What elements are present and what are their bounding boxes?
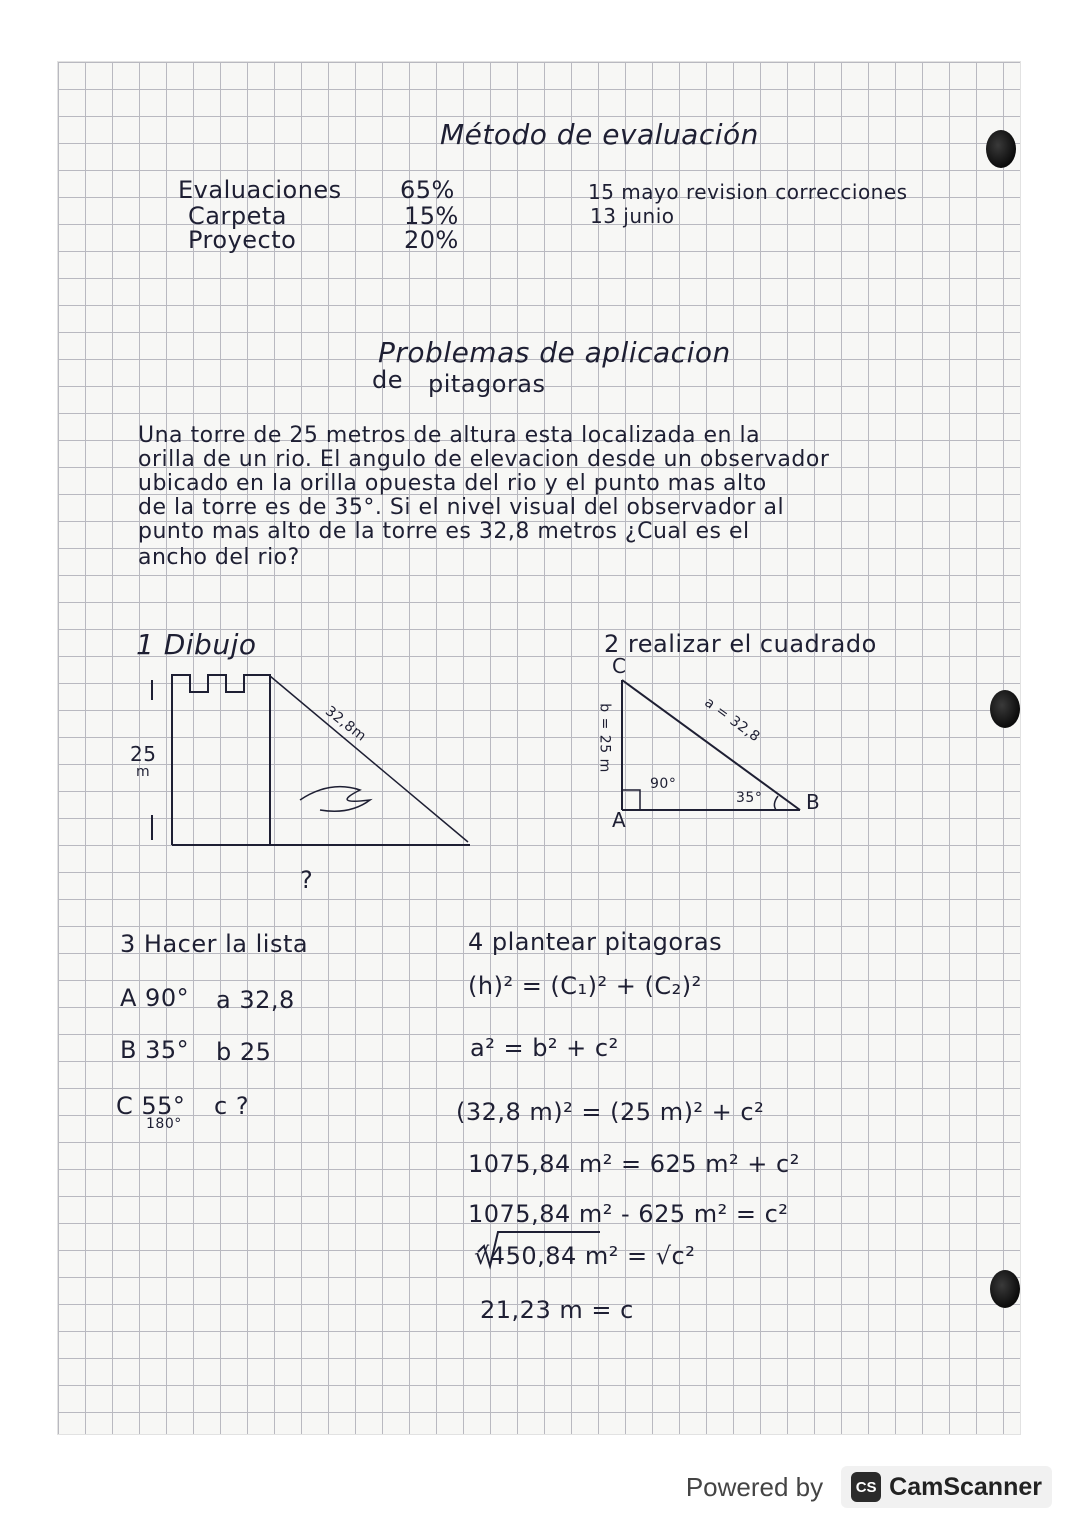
step2-label: 2 realizar el cuadrado [604,630,877,658]
height-value: 25 [130,742,157,766]
angle-b-label: 35° [736,790,763,806]
vertex-a: A [612,808,627,832]
equation-line: (32,8 m)² = (25 m)² + c² [456,1098,765,1126]
step1-label: 1 Dibujo [136,628,257,661]
equation-result: 21,23 m = c [480,1296,634,1324]
list-angle: A 90° [120,984,190,1012]
height-unit: m [136,764,151,780]
tower-outline [172,675,270,845]
right-angle-label: 90° [650,776,677,792]
camscanner-logo-icon: CS [851,1472,881,1502]
camscanner-brand: CamScanner [889,1472,1042,1501]
grading-item-percent: 65% [400,176,455,204]
list-side: c ? [214,1092,250,1120]
equation-line: (h)² = (C₁)² + (C₂)² [468,972,702,1000]
camscanner-watermark [686,1460,1052,1514]
vertex-c: C [612,654,627,678]
grading-item-percent: 15% [404,202,459,230]
angle-sum-note: 180° [146,1116,182,1132]
equation-line: 1075,84 m² - 625 m² = c² [468,1200,789,1228]
grading-date: 13 junio [590,204,675,228]
right-angle-mark [622,790,640,810]
vertex-b: B [806,790,821,814]
step3-label: 3 Hacer la lista [120,930,309,958]
section-heading: Problemas de aplicacion [378,336,731,369]
grading-date: 15 mayo revision correcciones [588,180,908,204]
list-angle: B 35° [120,1036,190,1064]
list-angle: C 55° [116,1092,186,1120]
equation-line: 1075,84 m² = 625 m² + c² [468,1150,800,1178]
camscanner-badge [841,1466,1052,1508]
list-side: a 32,8 [216,986,295,1014]
problem-line: orilla de un rio. El angulo de elevacion desde un observador [138,447,830,472]
grading-item-name: Carpeta [188,202,287,230]
grading-item-percent: 20% [404,226,459,254]
line-of-sight [270,676,468,842]
side-a-label: a = 32,8 [701,694,763,746]
unknown-width: ? [300,866,314,894]
hypotenuse-label: 32,8m [322,703,370,745]
powered-by-text: Powered by [685,1471,824,1502]
grading-item-name: Evaluaciones [178,176,342,204]
problem-line: ancho del rio? [138,545,300,570]
page-title: Método de evaluación [440,118,759,151]
equation-line: a² = b² + c² [470,1034,619,1062]
side-b-label: b = 25 m [596,703,613,773]
grading-item-name: Proyecto [188,226,297,254]
step4-label: 4 plantear pitagoras [468,928,723,956]
angle-arc [774,796,778,810]
section-heading-prefix: de [372,366,403,394]
problem-line: punto mas alto de la torre es 32,8 metros ¿Cual es el [138,519,750,544]
equation-line: √450,84 m² = √c² [474,1242,696,1270]
list-side: b 25 [216,1038,272,1066]
problem-line: ubicado en la orilla opuesta del rio y el punto mas alto [138,471,767,496]
problem-line: Una torre de 25 metros de altura esta localizada en la [138,423,761,448]
problem-line: de la torre es de 35°. Si el nivel visual del observador al [138,495,785,520]
scribble [300,787,370,812]
section-heading-sub: pitagoras [428,370,546,398]
